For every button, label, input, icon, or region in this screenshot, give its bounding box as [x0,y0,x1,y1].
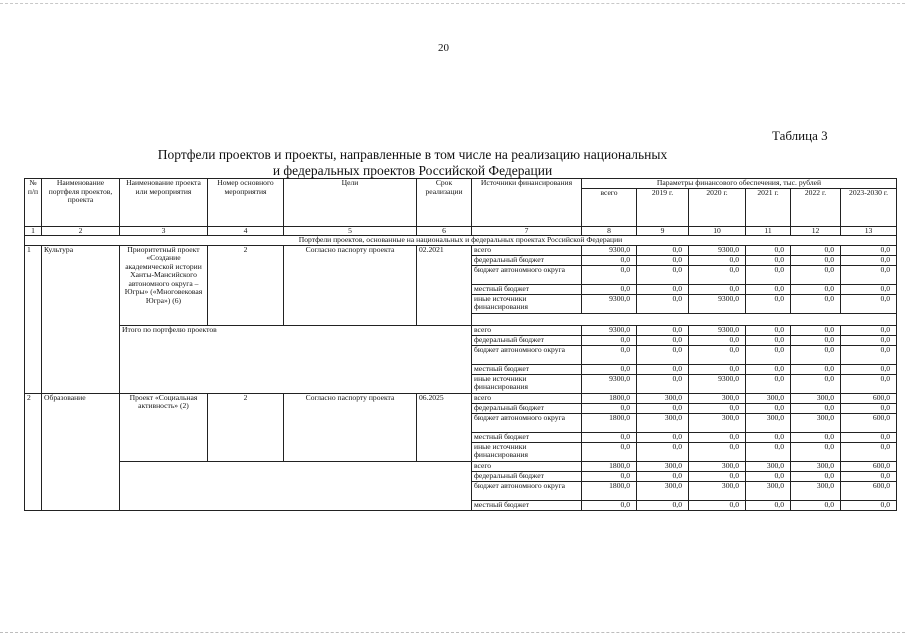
source-total: всего [472,393,582,403]
value-cell: 0,0 [791,325,841,335]
value-cell: 300,0 [791,413,841,432]
value-cell: 1800,0 [582,461,637,471]
source-local: местный бюджет [472,432,582,442]
value-cell: 0,0 [582,500,637,510]
value-cell: 0,0 [791,500,841,510]
value-cell: 300,0 [746,481,791,500]
value-cell: 0,0 [791,364,841,374]
value-cell: 0,0 [582,471,637,481]
source-total: всего [472,461,582,471]
value-cell: 0,0 [841,432,897,442]
value-cell: 0,0 [637,432,689,442]
header-goals: Цели [284,179,417,227]
value-cell: 0,0 [791,471,841,481]
value-cell: 0,0 [637,335,689,345]
value-cell: 300,0 [689,461,746,471]
value-cell: 9300,0 [582,245,637,255]
value-cell: 0,0 [582,403,637,413]
value-cell: 0,0 [841,403,897,413]
value-cell: 0,0 [791,245,841,255]
row1-main-event: 2 [208,245,284,325]
value-cell: 0,0 [746,345,791,364]
source-federal: федеральный бюджет [472,255,582,265]
col-number: 1 [25,226,42,236]
header-2022: 2022 г. [791,188,841,226]
value-cell: 0,0 [841,284,897,294]
header-project: Наименование проекта или мероприятия [120,179,208,227]
value-cell: 0,0 [841,294,897,313]
value-cell: 0,0 [689,432,746,442]
source-local: местный бюджет [472,364,582,374]
value-cell: 0,0 [689,442,746,461]
col-number: 12 [791,226,841,236]
scan-edge-top [0,3,905,5]
value-cell: 0,0 [841,471,897,481]
value-cell: 9300,0 [582,325,637,335]
table-number: Таблица 3 [772,128,828,143]
row1-portfolio: Культура [42,245,120,393]
value-cell: 0,0 [637,294,689,313]
value-cell: 0,0 [746,245,791,255]
header-sources: Источники финансирования [472,179,582,227]
value-cell: 300,0 [637,393,689,403]
value-cell: 9300,0 [689,294,746,313]
row1-project: Приоритетный проект «Создание академической истории Ханты-Мансийского автономного округа – Югры» («Многовековая Югра») (6) [120,245,208,325]
value-cell: 0,0 [841,245,897,255]
value-cell: 0,0 [746,374,791,393]
value-cell: 300,0 [637,413,689,432]
value-cell: 0,0 [689,345,746,364]
subtotal2-label [120,461,472,510]
value-cell: 0,0 [841,442,897,461]
financing-table [24,178,897,511]
value-cell: 0,0 [841,265,897,284]
value-cell: 0,0 [582,345,637,364]
value-cell: 0,0 [637,265,689,284]
source-total: всего [472,245,582,255]
value-cell: 600,0 [841,413,897,432]
header-term: Срок реализации [417,179,472,227]
value-cell: 0,0 [791,335,841,345]
value-cell: 0,0 [582,432,637,442]
value-cell: 300,0 [689,413,746,432]
value-cell: 0,0 [746,442,791,461]
value-cell: 0,0 [637,345,689,364]
header-2021: 2021 г. [746,188,791,226]
value-cell: 0,0 [582,442,637,461]
value-cell: 0,0 [637,374,689,393]
value-cell: 0,0 [746,294,791,313]
value-cell: 0,0 [637,245,689,255]
header-num: № п/п [25,179,42,227]
source-other: иные источники финансирования [472,294,582,313]
value-cell: 0,0 [791,345,841,364]
page-number: 20 [438,42,449,54]
value-cell: 9300,0 [689,245,746,255]
value-cell: 300,0 [791,461,841,471]
col-number: 5 [284,226,417,236]
value-cell: 0,0 [841,500,897,510]
scan-edge-bottom [0,632,905,634]
value-cell: 0,0 [746,403,791,413]
source-district: бюджет автономного округа [472,265,582,284]
value-cell: 0,0 [689,500,746,510]
row2-goal: Согласно паспорту проекта [284,393,417,461]
column-numbers-row [25,226,897,236]
value-cell: 0,0 [791,374,841,393]
value-cell: 1800,0 [582,481,637,500]
value-cell: 1800,0 [582,413,637,432]
value-cell: 300,0 [791,393,841,403]
table-row [25,461,897,471]
value-cell: 600,0 [841,481,897,500]
value-cell: 0,0 [689,403,746,413]
value-cell: 0,0 [841,255,897,265]
source-other: иные источники финансирования [472,374,582,393]
row2-portfolio: Образование [42,393,120,510]
table-title-line-1: Портфели проектов и проекты, направленные в том числе на реализацию национальных [157,147,668,162]
row1-num: 1 [25,245,42,393]
header-2023-2030: 2023-2030 г. [841,188,897,226]
header-row-1 [25,179,897,189]
value-cell: 0,0 [746,265,791,284]
value-cell: 0,0 [841,374,897,393]
value-cell: 300,0 [637,461,689,471]
header-portfolio: Наименование портфеля проектов, проекта [42,179,120,227]
row2-num: 2 [25,393,42,510]
value-cell: 0,0 [637,471,689,481]
value-cell: 0,0 [582,265,637,284]
section-row [25,236,897,246]
source-district: бюджет автономного округа [472,413,582,432]
section-title: Портфели проектов, основанные на национальных и федеральных проектах Российской Федерации [25,236,897,246]
table-row [25,245,897,255]
value-cell: 0,0 [746,335,791,345]
table-title-line-2: и федеральных проектов Российской Федерации [272,163,553,178]
value-cell: 0,0 [582,335,637,345]
value-cell: 0,0 [791,403,841,413]
header-total: всего [582,188,637,226]
value-cell: 0,0 [637,284,689,294]
value-cell: 300,0 [637,481,689,500]
value-cell: 0,0 [582,255,637,265]
value-cell: 0,0 [791,294,841,313]
value-cell: 0,0 [689,471,746,481]
value-cell: 0,0 [841,335,897,345]
row2-main-event: 2 [208,393,284,461]
value-cell: 9300,0 [689,325,746,335]
value-cell: 0,0 [582,284,637,294]
value-cell: 0,0 [791,265,841,284]
value-cell: 0,0 [841,345,897,364]
value-cell: 0,0 [746,471,791,481]
value-cell: 0,0 [689,255,746,265]
col-number: 2 [42,226,120,236]
header-2019: 2019 г. [637,188,689,226]
col-number: 3 [120,226,208,236]
subtotal1-label: Итого по портфелю проектов [120,325,472,393]
value-cell: 0,0 [791,432,841,442]
value-cell: 0,0 [841,364,897,374]
value-cell: 0,0 [746,284,791,294]
value-cell: 0,0 [637,364,689,374]
col-number: 9 [637,226,689,236]
source-local: местный бюджет [472,284,582,294]
value-cell: 300,0 [746,461,791,471]
col-number: 11 [746,226,791,236]
value-cell: 300,0 [791,481,841,500]
value-cell: 0,0 [746,364,791,374]
value-cell: 300,0 [689,481,746,500]
row1-goal: Согласно паспорту проекта [284,245,417,325]
value-cell: 9300,0 [582,294,637,313]
value-cell: 9300,0 [689,374,746,393]
value-cell: 0,0 [637,255,689,265]
source-federal: федеральный бюджет [472,471,582,481]
value-cell: 0,0 [791,284,841,294]
header-params: Параметры финансового обеспечения, тыс. рублей [582,179,897,189]
source-total: всего [472,325,582,335]
source-federal: федеральный бюджет [472,335,582,345]
value-cell: 0,0 [582,364,637,374]
table-row [25,325,897,335]
value-cell: 0,0 [746,432,791,442]
value-cell: 0,0 [791,442,841,461]
value-cell: 0,0 [637,500,689,510]
row1-term: 02.2021 [417,245,472,325]
value-cell: 0,0 [841,325,897,335]
row2-project: Проект «Социальная активность» (2) [120,393,208,461]
value-cell: 0,0 [637,325,689,335]
col-number: 10 [689,226,746,236]
value-cell: 0,0 [689,364,746,374]
value-cell: 300,0 [689,393,746,403]
row2-term: 06.2025 [417,393,472,461]
source-district: бюджет автономного округа [472,345,582,364]
source-district: бюджет автономного округа [472,481,582,500]
col-number: 6 [417,226,472,236]
source-local: местный бюджет [472,500,582,510]
value-cell: 0,0 [791,255,841,265]
value-cell: 300,0 [746,393,791,403]
table-row [25,393,897,403]
col-number: 4 [208,226,284,236]
value-cell: 600,0 [841,461,897,471]
value-cell: 0,0 [746,500,791,510]
value-cell: 600,0 [841,393,897,403]
source-other: иные источники финансирования [472,442,582,461]
source-federal: федеральный бюджет [472,403,582,413]
col-number: 7 [472,226,582,236]
col-number: 8 [582,226,637,236]
value-cell: 0,0 [637,442,689,461]
col-number: 13 [841,226,897,236]
value-cell: 0,0 [689,265,746,284]
value-cell: 0,0 [689,284,746,294]
header-main-event: Номер основного мероприятия [208,179,284,227]
value-cell: 0,0 [637,403,689,413]
header-2020: 2020 г. [689,188,746,226]
value-cell: 300,0 [746,413,791,432]
value-cell: 9300,0 [582,374,637,393]
value-cell: 0,0 [689,335,746,345]
value-cell: 0,0 [746,255,791,265]
value-cell: 1800,0 [582,393,637,403]
value-cell: 0,0 [746,325,791,335]
